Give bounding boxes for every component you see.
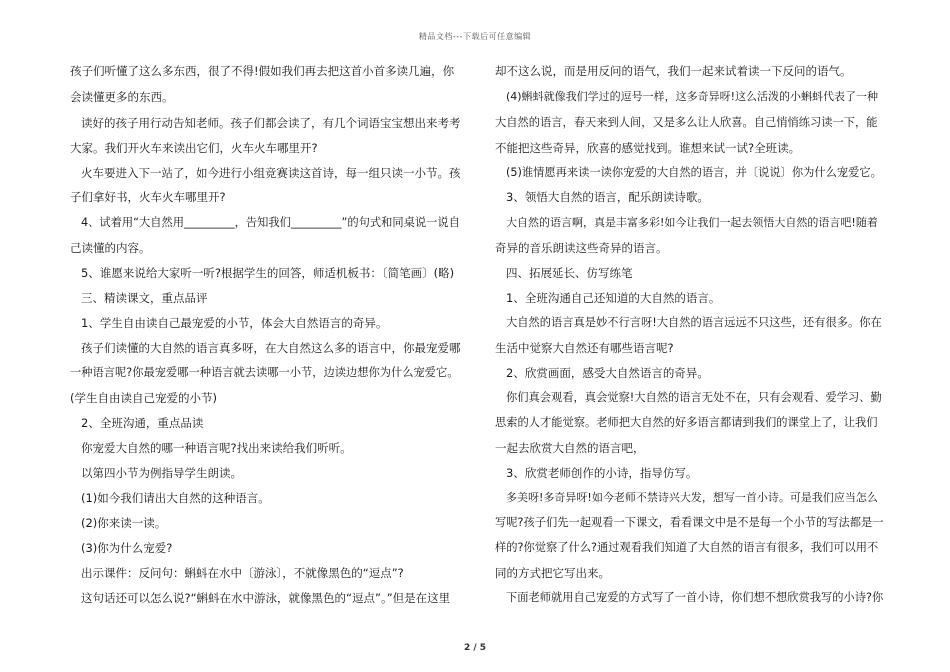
- text-line: (2)你来读一读。: [81, 516, 167, 530]
- text-line: 大自然的语言啊，真是丰富多彩!如今让我们一起去领悟大自然的语言吧!随着: [506, 216, 878, 229]
- text-line: 大家。我们开火车来读出它们，火车火车哪里开?: [70, 141, 318, 155]
- text-line: 这句话还可以怎么说?“蝌蚪在水中游泳，就像黑色的“逗点”。”但是在这里: [81, 591, 451, 605]
- text-line: (5)谁情愿再来读一读你宠爱的大自然的语言，并〔说说〕你为什么宠爱它。: [506, 166, 882, 179]
- text-line: 出示课件：反问句：蝌蚪在水中〔游泳〕，不就像黑色的“逗点”?: [81, 566, 404, 580]
- text-line: 你宠爱大自然的哪一种语言呢?找出来读给我们听听。: [81, 441, 352, 455]
- text-line: 3、领悟大自然的语言，配乐朗读诗歌。: [506, 190, 709, 204]
- text-line: 生活中觉察大自然还有哪些语言呢?: [495, 341, 674, 355]
- section-heading: 四、拓展延长、仿写练笔: [506, 266, 633, 280]
- text-line: 一种语言呢?你最宠爱哪一种语言就去读哪一小节，边读边想你为什么宠爱它。: [70, 366, 459, 379]
- text-line: 同的方式把它写出来。: [495, 566, 610, 580]
- text-line: 1、全班沟通自己还知道的大自然的语言。: [506, 291, 721, 305]
- text-line: 多美呀!多奇异呀!如今老师不禁诗兴大发，想写一首小诗。可是我们应当怎么: [506, 491, 878, 504]
- text-line: (1)如今我们请出大自然的这种语言。: [81, 491, 270, 505]
- text-line: 大自然的语言真是妙不行言呀!大自然的语言远远不只这些，还有很多。你在: [506, 316, 882, 329]
- text-line: 写呢?孩子们先一起观看一下课文，看看课文中是不是每一个小节的写法都是一: [495, 516, 884, 529]
- text-line: (学生自由读自己宠爱的小节): [70, 391, 217, 405]
- text-line: 下面老师就用自己宠爱的方式写了一首小诗，你们想不想欣赏我写的小诗?你: [506, 591, 884, 604]
- text-line: 读好的孩子用行动告知老师。孩子们都会读了，有几个词语宝宝想出来考考: [81, 116, 461, 130]
- text-line: 5、谁愿来说给大家听一听?根据学生的回答，师适机板书：〔简笔画〕(略): [81, 266, 455, 280]
- text-line: 火车要进入下一站了，如今进行小组竞赛读这首诗，每一组只读一小节。孩: [81, 166, 461, 180]
- text-line: 2、欣赏画面，感受大自然语言的奇异。: [506, 366, 709, 380]
- text-line: 会读懂更多的东西。: [70, 90, 174, 104]
- page-header: 精品文档---下载后可任意编辑: [418, 32, 532, 41]
- text-line: 思索的人才能觉察。老师把大自然的好多语言都请到我们的课堂上了，让我们: [495, 416, 878, 429]
- text-line: 却不这么说，而是用反问的语气，我们一起来试着读一下反问的语气。: [495, 64, 852, 78]
- text-line: 奇异的音乐朗读这些奇异的语言。: [495, 241, 668, 255]
- text-line: 一起去欣赏大自然的语言吧，: [495, 441, 645, 455]
- page-number: 2 / 5: [463, 643, 487, 653]
- text-line: 以第四小节为例指导学生朗读。: [81, 466, 242, 480]
- text-line: 子们拿好书，火车火车哪里开?: [70, 190, 226, 204]
- text-line: 4、试着用“大自然用_________，告知我们_________”的句式和同桌说一说自: [81, 216, 460, 229]
- text-line: 3、欣赏老师创作的小诗，指导仿写。: [506, 466, 698, 480]
- text-line: (4)蝌蚪就像我们学过的逗号一样，这多奇异呀!这么活泼的小蝌蚪代表了一种: [506, 90, 878, 103]
- text-line: (3)你为什么宠爱?: [81, 541, 173, 555]
- text-line: 大自然的语言，春天来到人间，又是多么让人欣喜。自己悄悄练习读一下，能: [495, 116, 878, 129]
- text-line: 孩子们读懂的大自然的语言真多呀，在大自然这么多的语言中，你最宠爱哪: [81, 341, 461, 355]
- text-line: 1、学生自由读自己最宠爱的小节，体会大自然语言的奇异。: [81, 316, 388, 330]
- section-heading: 三、精读课文，重点品评: [81, 291, 208, 305]
- text-line: 孩子们听懂了这么多东西，很了不得!假如我们再去把这首小首多读几遍，你: [70, 64, 455, 78]
- text-line: 2、全班沟通，重点品读: [81, 416, 204, 430]
- text-line: 不能把这些奇异，欣喜的感觉找到。谁想来试一试?全班读。: [495, 141, 801, 155]
- text-line: 样的?你觉察了什么?通过观看我们知道了大自然的语言有很多，我们可以用不: [495, 541, 879, 554]
- text-line: 己读懂的内容。: [70, 241, 151, 255]
- text-line: 你们真会观看，真会觉察!大自然的语言无处不在，只有会观看、爱学习、勤: [506, 391, 882, 404]
